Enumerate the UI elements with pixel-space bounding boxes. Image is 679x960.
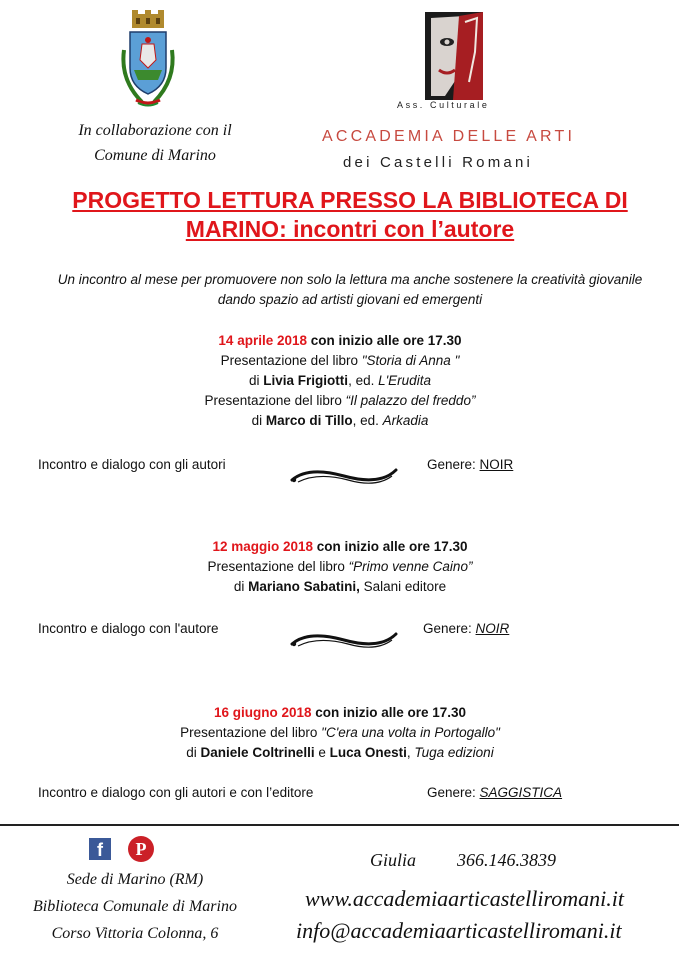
event-1-book-1-title: "Storia di Anna " — [361, 353, 460, 368]
contact-phone[interactable]: 366.146.3839 — [457, 850, 556, 870]
event-1-author-2-line — [20, 411, 660, 431]
event-1-time: con inizio alle ore 17.30 — [307, 333, 462, 348]
event-1-book-2-title: “Il palazzo del freddo” — [345, 393, 476, 408]
event-2-date: 12 maggio 2018 — [212, 539, 313, 554]
collaboration-text — [60, 118, 250, 168]
event-1-book-1 — [20, 351, 660, 371]
venue-line-3: Corso Vittoria Colonna, 6 — [51, 925, 219, 942]
website-link[interactable]: www.accademiaarticastelliromani.it — [305, 886, 624, 911]
event-3-date-line — [20, 703, 660, 723]
event-2-genre-line — [423, 621, 509, 636]
contact-name: Giulia — [370, 850, 417, 870]
event-3-publisher-sep: , — [406, 745, 415, 760]
event-3-author-prefix: di — [186, 745, 201, 760]
event-1-date-line — [20, 331, 660, 351]
event-3-genre-line — [427, 785, 562, 800]
ornament-swirl-icon — [288, 626, 400, 654]
event-3-genre: SAGGISTICA — [479, 785, 563, 800]
pinterest-icon[interactable]: P — [128, 836, 154, 862]
event-1-genre: NOIR — [479, 457, 514, 472]
ass-culturale-label: Ass. Culturale — [397, 100, 490, 110]
academy-subtitle: dei Castelli Romani — [343, 154, 534, 171]
academy-name: ACCADEMIA DELLE ARTI — [322, 128, 576, 145]
email-link[interactable]: info@accademiaarticastelliromani.it — [296, 918, 622, 943]
event-1-genre-label: Genere: — [427, 457, 480, 472]
event-3 — [20, 703, 660, 763]
event-1-author-1: Livia Frigiotti — [263, 373, 349, 388]
event-2-book-1 — [20, 557, 660, 577]
event-2-book-1-prefix: Presentazione del libro — [207, 559, 349, 574]
event-1-author-1-prefix: di — [249, 373, 264, 388]
page-title — [20, 186, 679, 244]
event-3-author-1: Daniele Coltrinelli — [200, 745, 315, 760]
event-2-date-line — [20, 537, 660, 557]
intro-line-1: Un incontro al mese per promuovere non solo la lettura ma anche sostenere la creatività giovanile — [57, 272, 643, 287]
footer-divider — [0, 824, 679, 826]
event-1-book-2-prefix: Presentazione del libro — [204, 393, 346, 408]
venue-line-1: Sede di Marino (RM) — [66, 871, 204, 888]
event-1-author-2-prefix: di — [251, 413, 266, 428]
event-1-publisher-1-prefix: , ed. — [348, 373, 379, 388]
event-1-book-2 — [20, 391, 660, 411]
event-1-date: 14 aprile 2018 — [218, 333, 307, 348]
ornament-swirl-icon — [288, 462, 400, 490]
event-3-publisher: Tuga edizioni — [414, 745, 494, 760]
event-1-book-1-prefix: Presentazione del libro — [220, 353, 362, 368]
facebook-icon[interactable]: f — [89, 838, 111, 860]
event-1-publisher-1: L'Erudita — [378, 373, 431, 388]
event-3-dialog: Incontro e dialogo con gli autori e con l’editore — [38, 785, 314, 800]
event-3-author-2: Luca Onesti — [329, 745, 407, 760]
event-2-author: Mariano Sabatini, — [248, 579, 360, 594]
event-3-author-line — [20, 743, 660, 763]
collab-line-2: Comune di Marino — [94, 147, 216, 164]
event-3-book-1-prefix: Presentazione del libro — [180, 725, 322, 740]
event-2 — [20, 537, 660, 597]
title-line-1: PROGETTO LETTURA PRESSO LA BIBLIOTECA DI — [72, 187, 628, 213]
title-line-2: MARINO: incontri con l’autore — [185, 216, 515, 242]
event-2-time: con inizio alle ore 17.30 — [313, 539, 468, 554]
intro-text — [30, 270, 670, 310]
event-2-dialog: Incontro e dialogo con l'autore — [38, 621, 219, 636]
intro-line-2: dando spazio ad artisti giovani ed emergenti — [217, 292, 483, 307]
event-2-genre-label: Genere: — [423, 621, 476, 636]
event-2-author-prefix: di — [233, 579, 249, 594]
event-2-author-line — [20, 577, 660, 597]
event-1-author-1-line — [20, 371, 660, 391]
collab-line-1: In collaborazione con il — [78, 122, 232, 139]
event-2-publisher: Salani editore — [359, 579, 447, 594]
event-3-time: con inizio alle ore 17.30 — [311, 705, 467, 720]
event-1-dialog: Incontro e dialogo con gli autori — [38, 457, 226, 472]
event-1 — [20, 331, 660, 431]
event-3-book-1-title: "C'era una volta in Portogallo" — [321, 725, 500, 740]
event-1-author-2: Marco di Tillo — [265, 413, 353, 428]
venue-line-2: Biblioteca Comunale di Marino — [33, 898, 237, 915]
event-1-publisher-2-prefix: , ed. — [352, 413, 383, 428]
event-2-genre: NOIR — [475, 621, 510, 636]
event-3-genre-label: Genere: — [427, 785, 480, 800]
event-1-publisher-2: Arkadia — [382, 413, 429, 428]
event-1-genre-line — [427, 457, 513, 472]
event-2-book-1-title: “Primo venne Caino” — [348, 559, 473, 574]
comune-di-marino-crest — [112, 10, 184, 110]
event-3-date: 16 giugno 2018 — [213, 705, 312, 720]
event-3-author-join: e — [314, 745, 330, 760]
venue-address — [10, 866, 260, 947]
event-3-book-1 — [20, 723, 660, 743]
academy-face-logo — [425, 12, 483, 100]
